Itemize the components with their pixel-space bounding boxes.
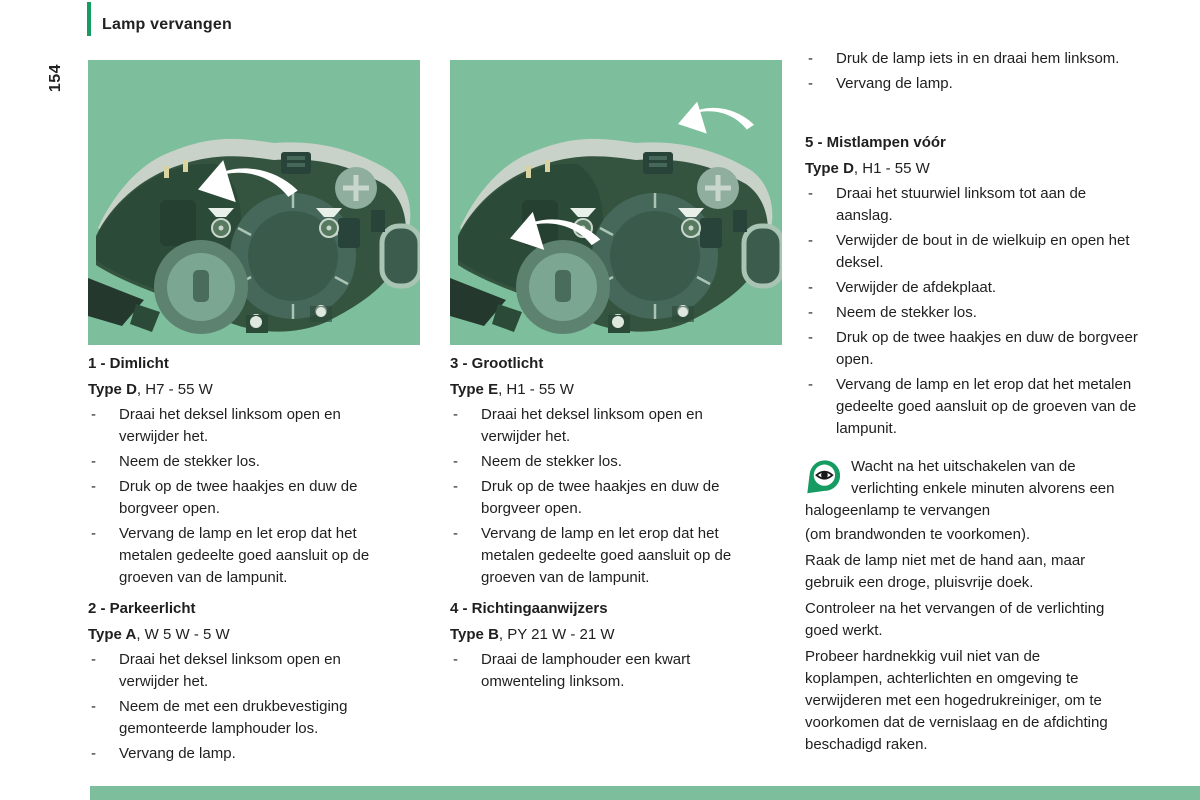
section-heading: 2 - Parkeerlicht — [88, 600, 196, 617]
lamp-type-spec: Type B, PY 21 W - 21 W — [450, 626, 615, 643]
lamp-type-spec: Type D, H1 - 55 W — [805, 160, 930, 177]
page-number: 154 — [47, 63, 64, 93]
instruction-item: - Druk op de twee haakjes en duw de borgveer open. — [88, 476, 391, 520]
note-paragraph: Wacht na het uitschakelen van de verlichting enkele minuten alvorens een halogeenlamp te vervangen — [805, 458, 1115, 519]
section-dimlicht — [88, 352, 428, 589]
instruction-item: - Draai het deksel linksom open en verwijder het. — [450, 404, 753, 448]
section-heading: 1 - Dimlicht — [88, 355, 169, 372]
headlamp-illustration — [88, 60, 420, 345]
instruction-item: - Draai het deksel linksom open en verwijder het. — [88, 404, 391, 448]
section-heading: 5 - Mistlampen vóór — [805, 134, 946, 151]
instruction-item: - Vervang de lamp. — [88, 743, 391, 765]
section-richtingaanwijzers — [450, 597, 790, 693]
instruction-list — [88, 649, 428, 765]
instruction-list — [450, 649, 790, 693]
caution-note — [805, 456, 1117, 756]
note-paragraph: Probeer hardnekkig vuil niet van de koplampen, achterlichten en omgeving te verwijderen met een hogedrukreiniger, om te voorkomen dat de vernislaag en de afdichting beschadigd raken. — [805, 648, 1108, 753]
instruction-list — [805, 48, 1175, 95]
column-3 — [805, 48, 1175, 758]
note-paragraph: Raak de lamp niet met de hand aan, maar gebruik een droge, pluisvrije doek. — [805, 552, 1086, 591]
lamp-type-spec: Type A, W 5 W - 5 W — [88, 626, 230, 643]
instruction-item: - Neem de met een drukbevestiging gemonteerde lamphouder los. — [88, 696, 391, 740]
instruction-item: - Druk de lamp iets in en draai hem linksom. — [805, 48, 1138, 70]
lamp-type-spec: Type E, H1 - 55 W — [450, 381, 574, 398]
instruction-item: - Neem de stekker los. — [450, 451, 753, 473]
section-continuation — [805, 48, 1175, 95]
footer-bar — [90, 786, 1200, 800]
instruction-item: - Druk op de twee haakjes en duw de borgveer open. — [805, 327, 1138, 371]
section-heading: 4 - Richtingaanwijzers — [450, 600, 608, 617]
instruction-list — [450, 404, 790, 589]
section-mistlampen — [805, 131, 1175, 440]
instruction-item: - Vervang de lamp en let erop dat het metalen gedeelte goed aansluit op de groeven van de lampunit. — [450, 523, 753, 589]
instruction-item: - Verwijder de bout in de wielkuip en open het deksel. — [805, 230, 1138, 274]
eye-icon — [805, 458, 842, 496]
headlamp-diagram-left — [88, 60, 420, 345]
instruction-item: - Neem de stekker los. — [805, 302, 1138, 324]
section-parkeerlicht — [88, 597, 428, 765]
page-header — [87, 2, 232, 36]
instruction-item: - Neem de stekker los. — [88, 451, 391, 473]
note-paragraph: (om brandwonden te voorkomen). — [805, 526, 1031, 543]
headlamp-illustration — [450, 60, 782, 345]
section-heading: 3 - Grootlicht — [450, 355, 544, 372]
instruction-item: - Vervang de lamp en let erop dat het metalen gedeelte goed aansluit op de groeven van de lampunit. — [88, 523, 391, 589]
page-title: Lamp vervangen — [102, 16, 232, 33]
lamp-type-spec: Type D, H7 - 55 W — [88, 381, 213, 398]
section-grootlicht — [450, 352, 790, 589]
instruction-item: - Draai de lamphouder een kwart omwenteling linksom. — [450, 649, 753, 693]
instruction-item: - Draai het stuurwiel linksom tot aan de aanslag. — [805, 183, 1138, 227]
instruction-item: - Vervang de lamp en let erop dat het metalen gedeelte goed aansluit op de groeven van de lampunit. — [805, 374, 1138, 440]
headlamp-diagram-right — [450, 60, 782, 345]
instruction-item: - Vervang de lamp. — [805, 73, 1138, 95]
column-1 — [88, 352, 428, 769]
instruction-list — [88, 404, 428, 589]
accent-bar — [87, 2, 91, 36]
instruction-list — [805, 183, 1175, 440]
instruction-item: - Verwijder de afdekplaat. — [805, 277, 1138, 299]
instruction-item: - Druk op de twee haakjes en duw de borgveer open. — [450, 476, 753, 520]
column-2 — [450, 352, 790, 697]
instruction-item: - Draai het deksel linksom open en verwijder het. — [88, 649, 391, 693]
note-paragraph: Controleer na het vervangen of de verlichting goed werkt. — [805, 600, 1105, 639]
